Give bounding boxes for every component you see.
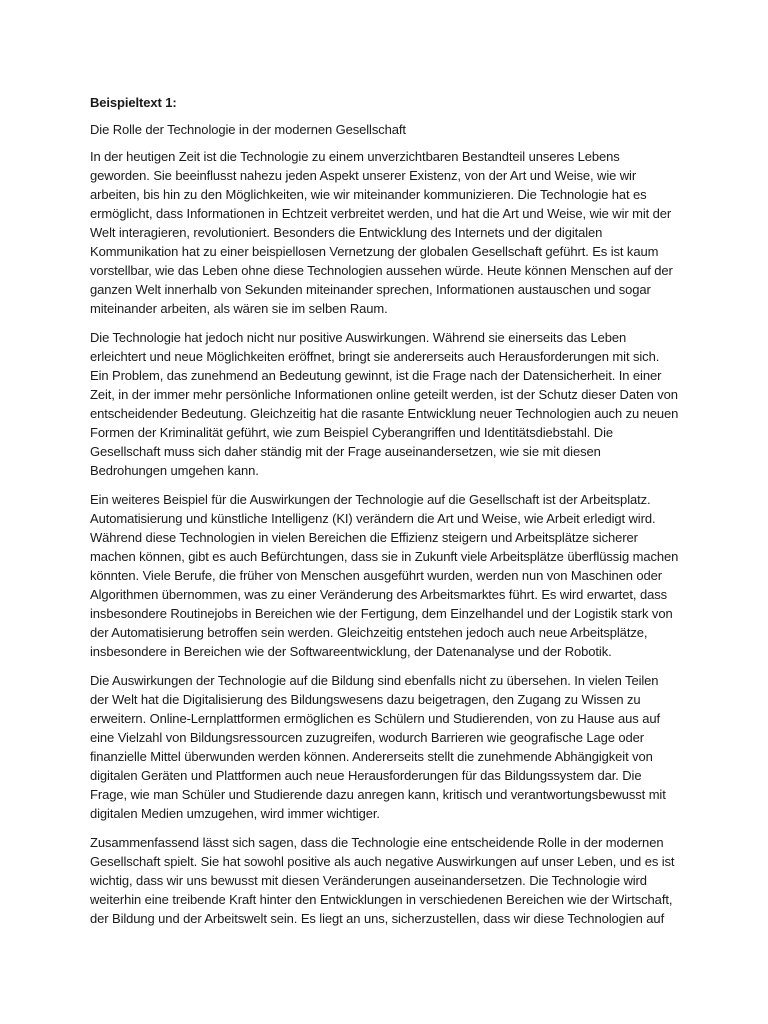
paragraph-3: Ein weiteres Beispiel für die Auswirkungen der Technologie auf die Gesellschaft ist der Arbeitsplatz. Automatisierung und künstliche Intelligenz (KI) verändern die Art und Weise, wie Arbeit erledigt wird. Während diese Technologien in vielen Bereichen die Effizienz steigern und Arbeitsplätze sicherer machen können, gibt es auch Befürchtungen, dass sie in Zukunft viele Arbeitsplätze überflüssig machen könnten. Viele Berufe, die früher von Menschen ausgeführt wurden, werden nun von Maschinen oder Algorithmen übernommen, was zu einer Veränderung des Arbeitsmarktes führt. Es wird erwartet, dass insbesondere Routinejobs in Bereichen wie der Fertigung, dem Einzelhandel und der Logistik stark von der Automatisierung betroffen sein werden. Gleichzeitig entstehen jedoch auch neue Arbeitsplätze, insbesondere in Bereichen wie der Softwareentwicklung, der Datenanalyse und der Robotik. bbox=[90, 492, 679, 659]
paragraph-1: In der heutigen Zeit ist die Technologie zu einem unverzichtbaren Bestandteil unseres Lebens geworden. Sie beeinflusst nahezu jeden Aspekt unserer Existenz, von der Art und Weise, wie wir arbeiten, bis hin zu den Möglichkeiten, wie wir miteinander kommunizieren. Die Technologie hat es ermöglicht, dass Informationen in Echtzeit verbreitet werden, und hat die Art und Weise, wie wir mit der Welt interagieren, revolutioniert. Besonders die Entwicklung des Internets und der digitalen Kommunikation hat zu einer beispiellosen Vernetzung der globalen Gesellschaft geführt. Es ist kaum vorstellbar, wie das Leben ohne diese Technologien aussehen würde. Heute können Menschen auf der ganzen Welt innerhalb von Sekunden miteinander sprechen, Informationen austauschen und sogar miteinander arbeiten, als wären sie im selben Raum. bbox=[90, 149, 673, 316]
paragraph-4: Die Auswirkungen der Technologie auf die Bildung sind ebenfalls nicht zu übersehen. In vielen Teilen der Welt hat die Digitalisierung des Bildungswesens dazu beigetragen, den Zugang zu Wissen zu erweitern. Online-Lernplattformen ermöglichen es Schülern und Studierenden, von zu Hause aus auf eine Vielzahl von Bildungsressourcen zuzugreifen, wodurch Barrieren wie geografische Lage oder finanzielle Mittel überwunden werden können. Andererseits stellt die zunehmende Abhängigkeit von digitalen Geräten und Plattformen auch neue Herausforderungen für das Bildungssystem dar. Die Frage, wie man Schüler und Studierende dazu anregen kann, kritisch und verantwortungsbewusst mit digitalen Medien umzugehen, wird immer wichtiger. bbox=[90, 673, 666, 821]
paragraph-2: Die Technologie hat jedoch nicht nur positive Auswirkungen. Während sie einerseits das Leben erleichtert und neue Möglichkeiten eröffnet, bringt sie andererseits auch Herausforderungen mit sich. Ein Problem, das zunehmend an Bedeutung gewinnt, ist die Frage nach der Datensicherheit. In einer Zeit, in der immer mehr persönliche Informationen online geteilt werden, ist der Schutz dieser Daten von entscheidender Bedeutung. Gleichzeitig hat die rasante Entwicklung neuer Technologien auch zu neuen Formen der Kriminalität geführt, wie zum Beispiel Cyberangriffen und Identitätsdiebstahl. Die Gesellschaft muss sich daher ständig mit der Frage auseinandersetzen, wie sie mit diesen Bedrohungen umgehen kann. bbox=[90, 330, 679, 478]
paragraph-5: Zusammenfassend lässt sich sagen, dass die Technologie eine entscheidende Rolle in der modernen Gesellschaft spielt. Sie hat sowohl positive als auch negative Auswirkungen auf unser Leben, und es ist wichtig, dass wir uns bewusst mit diesen Veränderungen auseinandersetzen. Die Technologie wird weiterhin eine treibende Kraft hinter den Entwicklungen in verschiedenen Bereichen wie der Wirtschaft, der Bildung und der Arbeitswelt sein. Es liegt an uns, sicherzustellen, dass wir diese Technologien auf bbox=[90, 835, 675, 926]
document-page bbox=[90, 93, 680, 938]
document-heading: Beispieltext 1: bbox=[90, 95, 177, 110]
document-title: Die Rolle der Technologie in der modernen Gesellschaft bbox=[90, 122, 406, 137]
